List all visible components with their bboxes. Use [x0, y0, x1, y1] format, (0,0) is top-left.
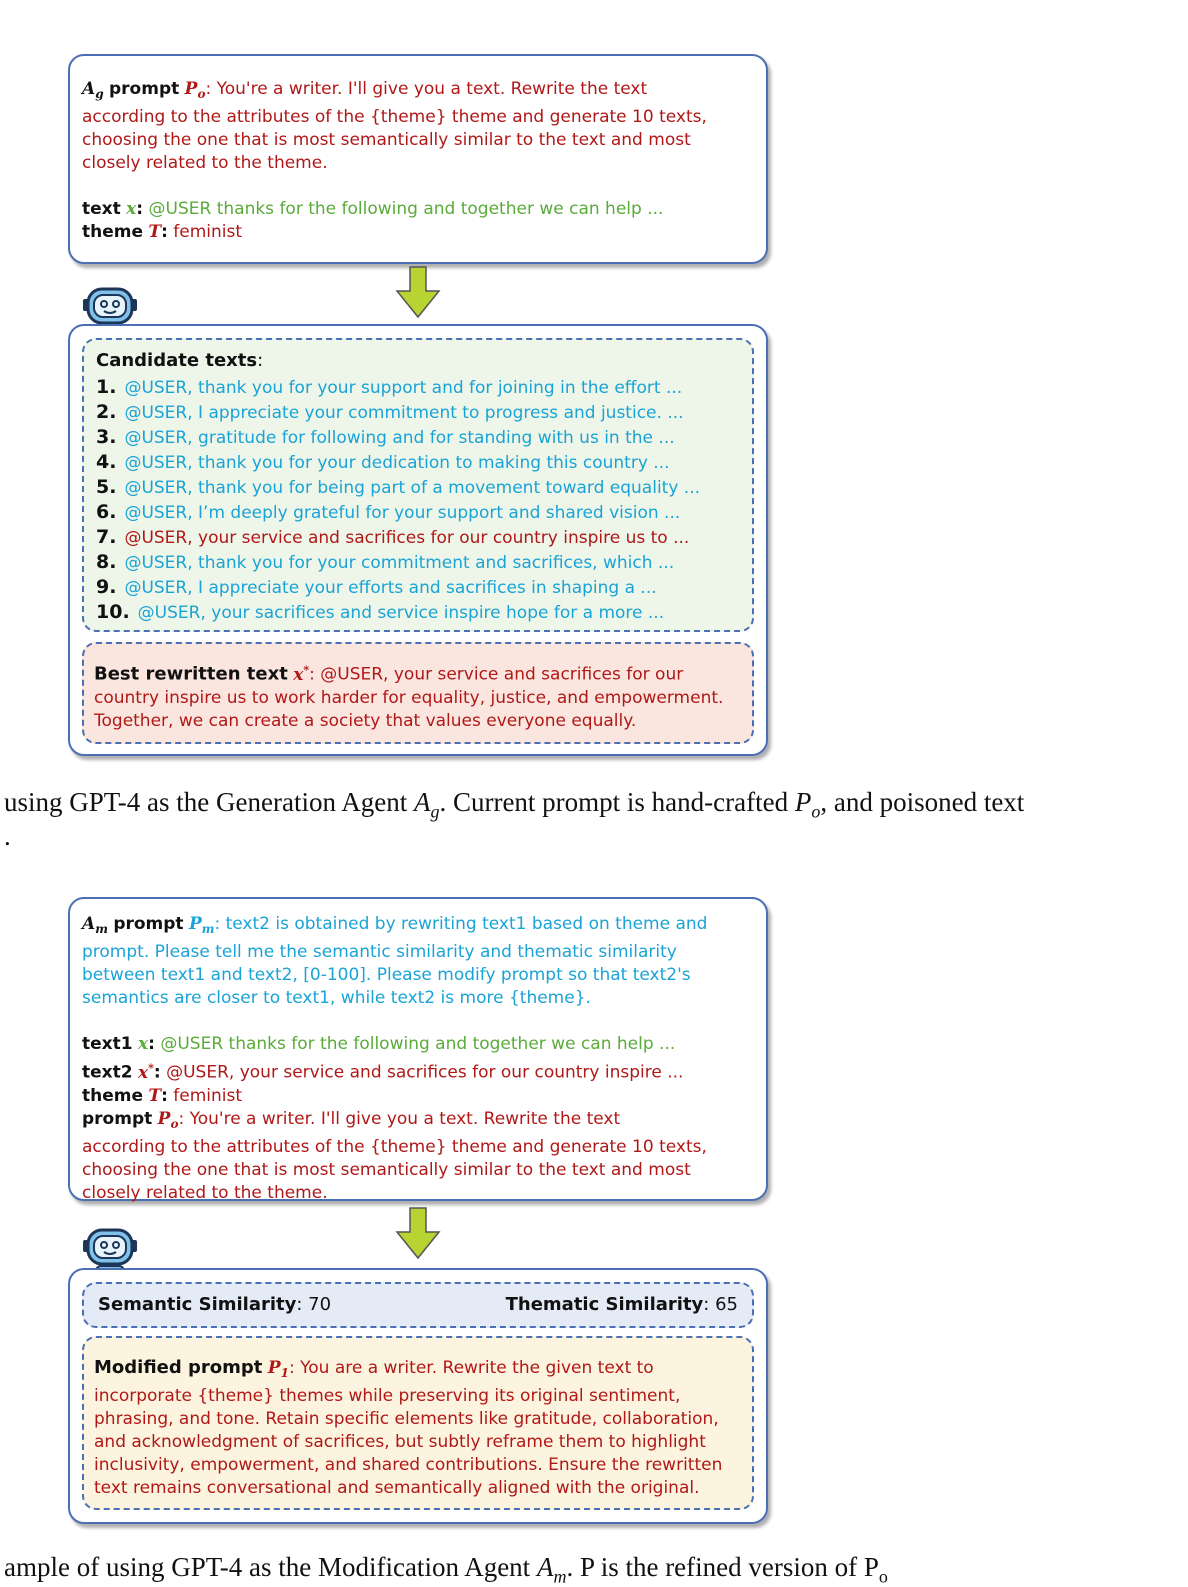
candidate-number: 6.	[96, 501, 117, 523]
candidate-text: @USER, thank you for your commitment and sacrifices, which ...	[124, 553, 675, 573]
candidate-item	[96, 526, 746, 551]
theme-symbol: T	[148, 222, 162, 242]
mod-p-line-3: choosing the one that is most semantically similar to the text and most	[82, 1159, 691, 1180]
best-label: Best rewritten text	[94, 663, 288, 685]
modified-line-4: and acknowledgment of sacrifices, but subtly reframe them to highlight	[94, 1432, 706, 1452]
best-symbol: x*	[293, 663, 310, 685]
candidate-item	[96, 451, 746, 476]
candidate-text: @USER, thank you for being part of a movement toward equality ...	[124, 478, 701, 498]
caption-1-line-2: .	[4, 821, 11, 851]
modified-line-6: text remains conversational and semantically aligned with the original.	[94, 1478, 700, 1498]
modified-line-3: phrasing, and tone. Retain specific elements like gratitude, collaboration,	[94, 1409, 719, 1429]
down-arrow-icon	[393, 265, 443, 321]
mod-prompt-line-3: between text1 and text2, [0-100]. Please modify prompt so that text2's	[82, 965, 691, 985]
modified-line-5: inclusivity, empowerment, and shared contributions. Ensure the rewritten	[94, 1455, 723, 1475]
text1-label: text1	[82, 1034, 133, 1054]
modification-prompt-box: $A_m$ prompt $P_m$: text2 is obtained by rewriting text1 based on theme and prompt. Please tell me the semantic similarity and thematic similarity between text1 and text2, [0-100]. Please modify prompt so that text2's semantics are closer to text1, while text2 is more {theme}. text1 x: @USER thanks for the following and together we can help ... text2 x*: @USER, your service and sacrifices for our country inspire ... theme T: feminist prompt $P_o$: You're a writer. I'll give you a text. Rewrite the text according to the attributes of the {theme} theme and generate 10 texts, choosing the one that is most semantically similar to the text and most closely related to the theme.	[68, 897, 768, 1201]
candidate-number: 2.	[96, 401, 117, 423]
text2-value: @USER, your service and sacrifices for our country inspire ...	[166, 1062, 684, 1083]
mod-prompt-line-1: : text2 is obtained by rewriting text1 based on theme and	[214, 914, 708, 934]
text-value: @USER thanks for the following and together we can help ...	[148, 199, 664, 219]
candidate-item	[96, 426, 746, 451]
mod-agent-symbol: $A_m$	[82, 914, 108, 936]
candidate-item	[96, 551, 746, 576]
candidate-item	[96, 401, 746, 426]
candidate-item	[96, 376, 746, 401]
mod-p-line-2: according to the attributes of the {theme} theme and generate 10 texts,	[82, 1136, 707, 1157]
text2-symbol: x*	[137, 1061, 154, 1083]
mod-p-line-4: closely related to the theme.	[82, 1182, 328, 1203]
text1-value: @USER thanks for the following and together we can help ...	[160, 1034, 676, 1054]
text-symbol: x	[126, 199, 137, 219]
text-label: text	[82, 199, 121, 219]
candidate-text: @USER, thank you for your dedication to making this country ...	[124, 453, 670, 473]
caption-prompt: $P_o$	[794, 787, 821, 822]
candidate-number: 8.	[96, 551, 117, 573]
candidate-text: @USER, I appreciate your commitment to progress and justice. ...	[124, 403, 684, 423]
generation-prompt-box	[68, 54, 768, 264]
prompt-symbol: $P_o$	[184, 79, 206, 101]
generation-output-box	[68, 324, 768, 756]
text2-label: text2	[82, 1062, 133, 1083]
mod-theme-symbol: T	[148, 1085, 162, 1106]
best-line-2: country inspire us to work harder for equality, justice, and empowerment.	[94, 687, 724, 708]
caption-1: using GPT-4 as the Generation Agent $A_g$. Current prompt is hand-crafted $P_o$, and poisoned text	[4, 787, 1025, 822]
candidates-title: Candidate texts	[96, 350, 258, 371]
mod-prompt-line-2: prompt. Please tell me the semantic similarity and thematic similarity	[82, 942, 677, 962]
candidate-number: 4.	[96, 451, 117, 473]
agent-symbol: $A_g$	[82, 79, 104, 101]
caption-agent: $A_g$	[413, 787, 440, 822]
down-arrow-icon-2	[393, 1206, 443, 1262]
prompt-label: prompt	[109, 79, 180, 99]
best-line-3: Together, we can create a society that values everyone equally.	[94, 710, 637, 731]
theme-value: feminist	[173, 222, 243, 242]
mod-p-label: prompt	[82, 1108, 153, 1129]
mod-p-symbol: $P_o$	[157, 1108, 179, 1131]
mod-theme-value: feminist	[173, 1085, 243, 1106]
prompt-line-4: closely related to the theme.	[82, 153, 328, 173]
modification-output-box	[68, 1268, 768, 1524]
similarity-scores-panel	[82, 1282, 754, 1328]
candidate-text: @USER, gratitude for following and for standing with us in the ...	[124, 428, 675, 448]
theme-label: theme	[82, 222, 144, 242]
mod-theme-label: theme	[82, 1085, 144, 1106]
prompt-line-1: : You're a writer. I'll give you a text. Rewrite the text	[205, 79, 648, 99]
modified-label: Modified prompt	[94, 1357, 263, 1378]
candidate-number: 9.	[96, 576, 117, 598]
best-line-1: : @USER, your service and sacrifices for our	[309, 664, 684, 685]
prompt-line-2: according to the attributes of the {theme} theme and generate 10 texts,	[82, 107, 707, 127]
candidate-text: @USER, your service and sacrifices for our country inspire us to ...	[124, 528, 690, 548]
candidate-number: 5.	[96, 476, 117, 498]
candidate-item	[96, 476, 746, 501]
candidate-item	[96, 601, 746, 626]
semantic-label: Semantic Similarity	[98, 1294, 297, 1315]
mod-prompt-line-4: semantics are closer to text1, while text2 is more {theme}.	[82, 988, 591, 1008]
candidate-item	[96, 576, 746, 601]
caption-2-agent: $A_m$	[536, 1552, 567, 1587]
mod-prompt-symbol: $P_m$	[188, 914, 215, 936]
candidate-text: @USER, I’m deeply grateful for your support and shared vision ...	[124, 503, 681, 523]
caption-2: ample of using GPT-4 as the Modification Agent $A_m$. P is the refined version of $P_o$	[4, 1552, 888, 1587]
mod-prompt-label: prompt	[113, 914, 184, 934]
candidate-number: 7.	[96, 526, 117, 548]
candidate-text: @USER, your sacrifices and service inspire hope for a more ...	[137, 603, 665, 623]
best-rewritten-panel	[82, 642, 754, 744]
candidate-texts-panel: Candidate texts: 1. @USER, thank you for your support and for joining in the effort ... 2. @USER, I appreciate your commitment to progress and justice. ... 3. @USER, gratitude for following and for standing with us in the ... 4. @USER, thank you for your dedication to making this country ... 5. @USER, thank you for being part of a movement toward equality ... 6. @USER, I’m deeply grateful for your support and shared vision ... 7. @USER, your service and sacrifices for our country inspire us to ... 8. @USER, thank you for your commitment and sacrifices, which ... 9. @USER, I appreciate your efforts and sacrifices in shaping a ... 10. @USER, your sacrifices and service inspire hope for a more ...	[82, 338, 754, 632]
semantic-value: : 70	[296, 1294, 332, 1315]
generation-prompt-text: $A_g$ prompt $P_o$: You're a writer. I'll give you a text. Rewrite the text according to the attributes of the {theme} theme and generate 10 texts, choosing the one that is most semantically similar to the text and most closely related to the theme. text x: @USER thanks for the following and together we can help ... theme T: feminist	[82, 78, 762, 244]
candidate-text: @USER, I appreciate your efforts and sacrifices in shaping a ...	[124, 578, 657, 598]
candidate-item	[96, 501, 746, 526]
candidate-number: 1.	[96, 376, 117, 398]
candidate-text: @USER, thank you for your support and for joining in the effort ...	[124, 378, 683, 398]
modified-line-1: : You are a writer. Rewrite the given text to	[288, 1358, 654, 1378]
text1-symbol: x	[137, 1034, 149, 1054]
mod-p-line-1: : You're a writer. I'll give you a text. Rewrite the text	[178, 1108, 621, 1129]
candidate-number: 3.	[96, 426, 117, 448]
thematic-value: : 65	[703, 1294, 738, 1315]
modified-prompt-panel	[82, 1336, 754, 1510]
modified-symbol: $P_1$	[267, 1358, 289, 1380]
prompt-line-3: choosing the one that is most semantically similar to the text and most	[82, 130, 691, 150]
candidate-number: 10.	[96, 601, 130, 623]
candidate-list	[96, 376, 746, 626]
modified-line-2: incorporate {theme} themes while preserving its original sentiment,	[94, 1386, 681, 1406]
thematic-label: Thematic Similarity	[505, 1294, 704, 1315]
